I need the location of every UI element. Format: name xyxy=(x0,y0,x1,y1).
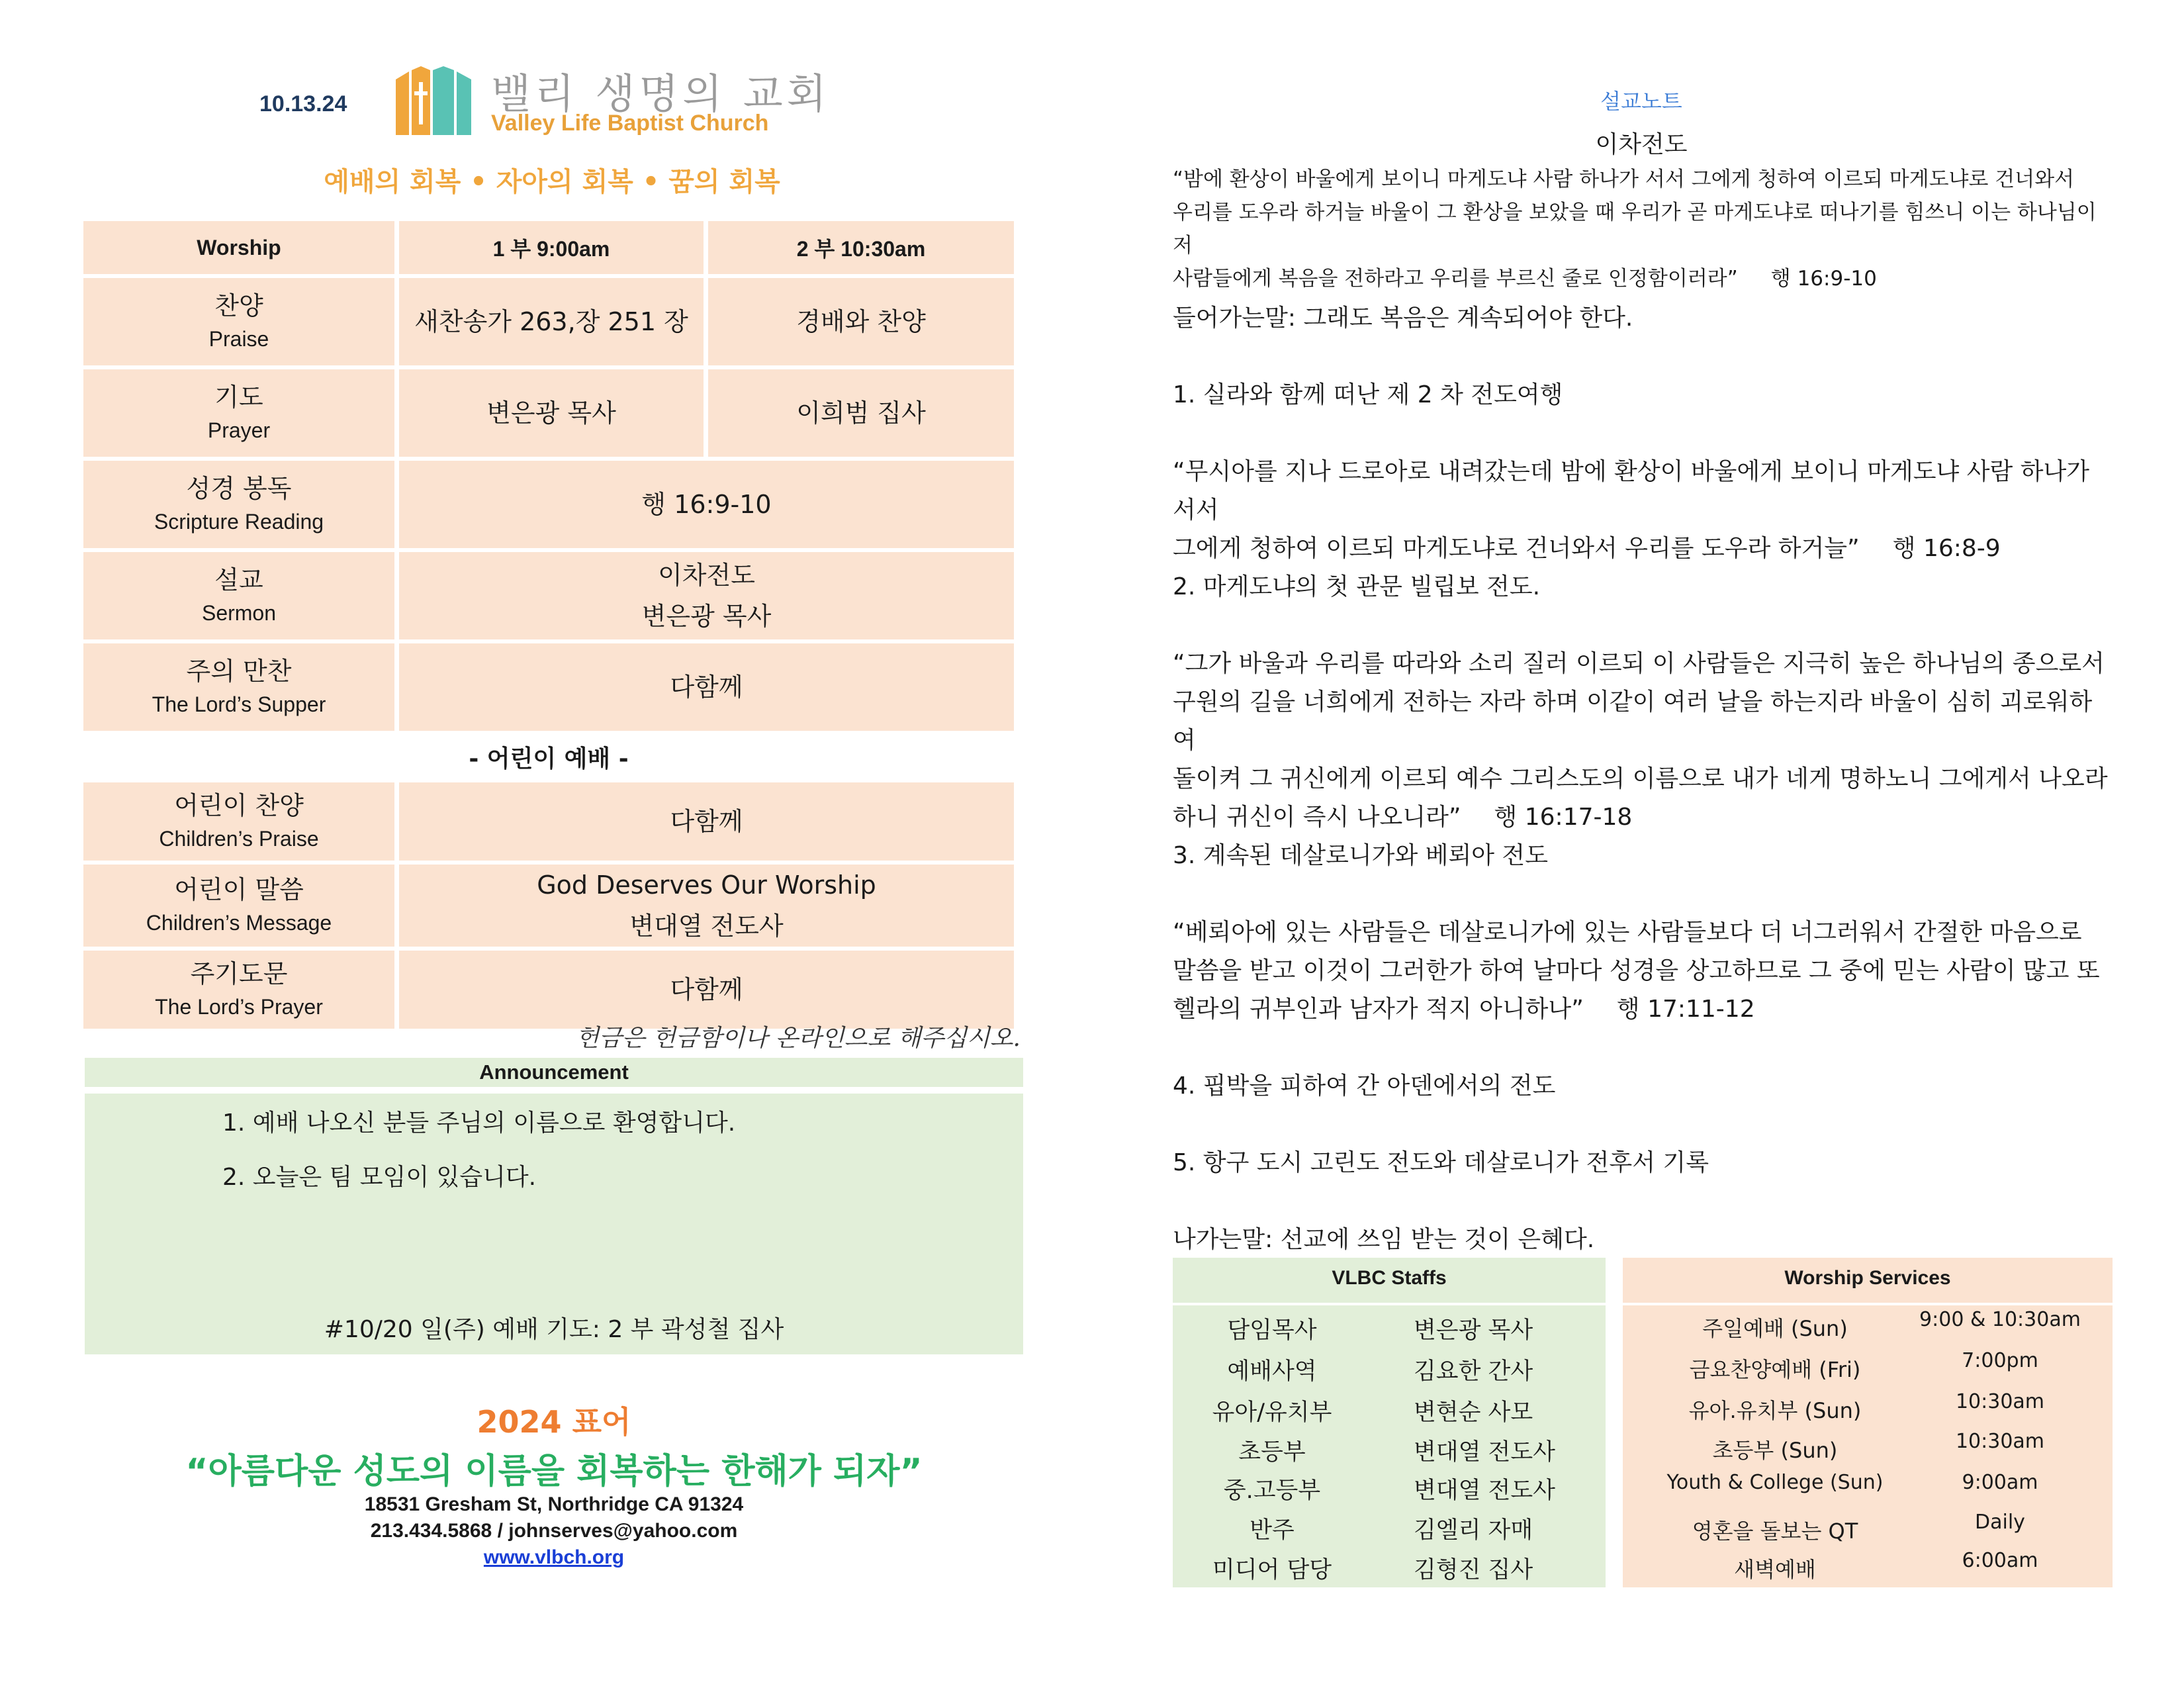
first-service-value xyxy=(399,278,704,365)
staff-name: 변대열 전도사 xyxy=(1414,1439,1555,1466)
quote-1 xyxy=(1173,453,2113,568)
staff-name: 김형진 집사 xyxy=(1414,1557,1533,1583)
row-value xyxy=(399,782,1014,861)
row-value xyxy=(399,643,1014,731)
verse-line: 우리를 도우라 하거늘 바울이 그 환상을 보았을 때 우리가 곧 마게도냐로 떠나기를 힘쓰니 이는 하나님이 저 xyxy=(1173,201,2097,258)
second-service-value xyxy=(708,369,1014,457)
row-value xyxy=(399,461,1014,548)
announcement-item: 1. 예배 나오신 분들 주님의 이름으로 환영합니다. xyxy=(222,1109,736,1137)
row-prayer xyxy=(83,369,1014,457)
value-text: 이희범 집사 xyxy=(796,399,926,428)
quote-line-text: 하니 귀신이 즉시 나오니라” xyxy=(1173,804,1461,831)
quote-reference: 행 16:17-18 xyxy=(1494,804,1633,831)
children-worship-heading: - 어린이 예배 - xyxy=(469,745,629,773)
verse-line-text: 사람들에게 복음을 전하라고 우리를 부르신 줄로 인정함이러라” xyxy=(1173,267,1738,291)
value-text: 다함께 xyxy=(670,807,743,836)
service-time: 9:00am xyxy=(1962,1471,2038,1494)
announcement-item: 2. 오늘은 팀 모임이 있습니다. xyxy=(222,1164,537,1191)
value-text: 경배와 찬양 xyxy=(796,307,926,336)
verse-reference: 행 16:9-10 xyxy=(1770,267,1877,291)
row-label xyxy=(83,951,394,1029)
staff-role: 반주 xyxy=(1250,1517,1295,1544)
row-value xyxy=(399,951,1014,1029)
service-name: 유아.유치부 (Sun) xyxy=(1688,1398,1862,1423)
service-name: 새벽예배 xyxy=(1734,1557,1816,1582)
divider xyxy=(1173,1303,1606,1305)
staff-title: VLBC Staffs xyxy=(1332,1267,1447,1289)
next-week-prayer: #10/20 일(주) 예배 기도: 2 부 곽성철 집사 xyxy=(324,1316,784,1343)
sermon-point-2: 2. 마게도냐의 첫 관문 빌립보 전도. xyxy=(1173,573,1541,600)
message-speaker: 변대열 전도사 xyxy=(629,912,784,941)
message-title: God Deserves Our Worship xyxy=(537,870,876,900)
children-worship-heading-row xyxy=(83,735,1014,778)
verse-line xyxy=(1173,262,2113,295)
service-name: 금요찬양예배 (Fri) xyxy=(1689,1357,1861,1382)
church-motto: 예배의 회복 • 자아의 회복 • 꿈의 회복 xyxy=(324,167,780,197)
label-korean: 찬양 xyxy=(214,291,263,320)
row-label xyxy=(83,369,394,457)
church-name-english: Valley Life Baptist Church xyxy=(491,111,769,136)
label-english: Praise xyxy=(208,327,269,351)
row-value xyxy=(399,865,1014,947)
quote-line: 구원의 길을 너희에게 전하는 자라 하며 이같이 여러 날을 하는지라 바울이 심히 괴로워하여 xyxy=(1173,688,2093,754)
quote-line-text: 헬라의 귀부인과 남자가 적지 아니하나” xyxy=(1173,996,1584,1023)
label-english: Children’s Praise xyxy=(159,827,319,851)
staff-name: 변현순 사모 xyxy=(1414,1399,1533,1426)
worship-order-table xyxy=(79,217,1019,1033)
staff-role: 미디어 담당 xyxy=(1212,1557,1332,1583)
sermon-point-1: 1. 실라와 함께 떠난 제 2 차 전도여행 xyxy=(1173,381,1563,408)
row-label xyxy=(83,782,394,861)
label-korean: 성경 봉독 xyxy=(186,474,292,503)
row-lords-supper xyxy=(83,643,1014,731)
label-english: Prayer xyxy=(207,418,271,442)
announcement-body xyxy=(85,1094,1023,1354)
row-lords-prayer xyxy=(83,951,1014,1029)
theme-year-label: 2024 표어 xyxy=(477,1404,631,1440)
header-worship: Worship xyxy=(83,221,394,274)
quote-line xyxy=(1173,530,2113,568)
row-scripture-reading xyxy=(83,461,1014,548)
row-sermon xyxy=(83,552,1014,639)
staff-box xyxy=(1173,1258,1606,1587)
quote-line: “그가 바울과 우리를 따라와 소리 질러 이르되 이 사람들은 지극히 높은 하나님의 종으로서 xyxy=(1173,650,2105,677)
label-english: The Lord’s Supper xyxy=(152,692,326,716)
staff-name: 변은광 목사 xyxy=(1414,1317,1533,1344)
row-label xyxy=(83,643,394,731)
service-time: 7:00pm xyxy=(1962,1349,2038,1372)
divider xyxy=(1623,1303,2113,1305)
quote-line: “무시아를 지나 드로아로 내려갔는데 밤에 환상이 바울에게 보이니 마게도냐 사람 하나가 서서 xyxy=(1173,458,2090,524)
label-korean: 어린이 말씀 xyxy=(174,875,304,904)
label-english: Sermon xyxy=(201,601,277,625)
row-childrens-praise xyxy=(83,782,1014,861)
theme-text: “아름다운 성도의 이름을 회복하는 한해가 되자” xyxy=(185,1452,923,1491)
quote-line xyxy=(1173,798,2113,837)
service-time: 10:30am xyxy=(1955,1430,2045,1453)
sermon-point-4: 4. 핍박을 피하여 간 아덴에서의 전도 xyxy=(1173,1072,1556,1100)
sermon-notes-title: 이차전도 xyxy=(1595,131,1688,158)
church-name-korean: 밸리 생명의 교회 xyxy=(491,70,831,118)
announcement-title: Announcement xyxy=(85,1058,1023,1087)
value-text: 행 16:9-10 xyxy=(641,490,772,519)
church-address: 18531 Gresham St, Northridge CA 91324 xyxy=(364,1493,744,1515)
sermon-notes-label: 설교노트 xyxy=(1600,89,1682,114)
service-time: 6:00am xyxy=(1962,1549,2038,1572)
quote-reference: 행 17:11-12 xyxy=(1616,996,1755,1023)
staff-role: 중.고등부 xyxy=(1223,1477,1321,1504)
sermon-point-5: 5. 항구 도시 고린도 전도와 데살로니가 전후서 기록 xyxy=(1173,1149,1709,1176)
row-label xyxy=(83,865,394,947)
row-label xyxy=(83,552,394,639)
sermon-point-3: 3. 계속된 데살로니가와 베뢰아 전도 xyxy=(1173,842,1548,869)
value-text: 다함께 xyxy=(670,673,743,702)
label-english: The Lord’s Prayer xyxy=(155,995,323,1019)
row-label xyxy=(83,278,394,365)
label-korean: 주의 만찬 xyxy=(186,657,292,686)
quote-reference: 행 16:8-9 xyxy=(1892,535,2001,562)
first-service-value xyxy=(399,369,704,457)
staff-role: 담임목사 xyxy=(1227,1317,1317,1344)
label-korean: 주기도문 xyxy=(190,959,288,988)
opening-verse xyxy=(1173,163,2113,295)
staff-name: 김엘리 자매 xyxy=(1414,1517,1533,1544)
quote-line: “베뢰아에 있는 사람들은 데살로니가에 있는 사람들보다 더 너그러워서 간절한 마음으로 xyxy=(1173,919,2082,946)
label-english: Children’s Message xyxy=(146,911,332,935)
quote-line-text: 그에게 청하여 이르되 마게도냐로 건너와서 우리를 도우라 하거늘” xyxy=(1173,535,1860,562)
services-title: Worship Services xyxy=(1784,1267,1951,1289)
value-text: 다함께 xyxy=(670,975,743,1004)
service-name: 영혼을 돌보는 QT xyxy=(1692,1519,1858,1544)
service-name: 주일예배 (Sun) xyxy=(1702,1316,1848,1341)
sermon-title: 이차전도 xyxy=(658,561,755,590)
offering-note: 헌금은 헌금함이나 온라인으로 해주십시오. xyxy=(576,1025,1021,1052)
staff-name: 변대열 전도사 xyxy=(1414,1477,1555,1504)
staff-role: 유아/유치부 xyxy=(1212,1399,1332,1426)
row-praise xyxy=(83,278,1014,365)
verse-line: “밤에 환상이 바울에게 보이니 마게도냐 사람 하나가 서서 그에게 청하여 이르되 마게도냐로 건너와서 xyxy=(1173,167,2075,191)
row-childrens-message xyxy=(83,865,1014,947)
service-name: 초등부 (Sun) xyxy=(1712,1438,1838,1463)
quote-line: 돌이켜 그 귀신에게 이르되 예수 그리스도의 이름으로 내가 네게 명하노니 그에게서 나오라 xyxy=(1173,765,2108,792)
row-value xyxy=(399,552,1014,639)
value-text: 변은광 목사 xyxy=(486,399,616,428)
service-time: 9:00 & 10:30am xyxy=(1919,1308,2081,1331)
service-name: Youth & College (Sun) xyxy=(1666,1471,1884,1494)
quote-line: 말씀을 받고 이것이 그러한가 하여 날마다 성경을 상고하므로 그 중에 믿는 사람이 많고 또 xyxy=(1173,957,2100,984)
sermon-intro: 들어가는말: 그래도 복음은 계속되어야 한다. xyxy=(1173,305,1633,332)
service-time: 10:30am xyxy=(1955,1390,2045,1413)
row-label xyxy=(83,461,394,548)
sermon-closing: 나가는말: 선교에 쓰임 받는 것이 은혜다. xyxy=(1173,1226,1595,1253)
label-korean: 어린이 찬양 xyxy=(174,791,304,820)
header-second-service: 2 부 10:30am xyxy=(708,221,1014,274)
church-phone-email: 213.434.5868 / johnserves@yahoo.com xyxy=(370,1520,738,1542)
label-korean: 설교 xyxy=(214,565,263,594)
second-service-value xyxy=(708,278,1014,365)
quote-3 xyxy=(1173,914,2113,1029)
value-text: 새찬송가 263,장 251 장 xyxy=(414,307,688,336)
service-time: Daily xyxy=(1975,1511,2025,1534)
staff-role: 예배사역 xyxy=(1227,1358,1317,1385)
staff-name: 김요한 간사 xyxy=(1414,1358,1533,1385)
quote-2 xyxy=(1173,645,2113,837)
worship-services-box xyxy=(1623,1258,2113,1587)
header-first-service: 1 부 9:00am xyxy=(399,221,704,274)
worship-table-header xyxy=(83,221,1014,274)
church-website-link[interactable]: www.vlbch.org xyxy=(483,1546,625,1568)
bulletin-date: 10.13.24 xyxy=(259,91,347,117)
church-logo xyxy=(394,66,473,135)
sermon-preacher: 변은광 목사 xyxy=(641,602,772,631)
label-korean: 기도 xyxy=(214,383,263,412)
quote-line xyxy=(1173,990,2113,1029)
label-english: Scripture Reading xyxy=(154,510,324,534)
staff-role: 초등부 xyxy=(1238,1439,1306,1466)
